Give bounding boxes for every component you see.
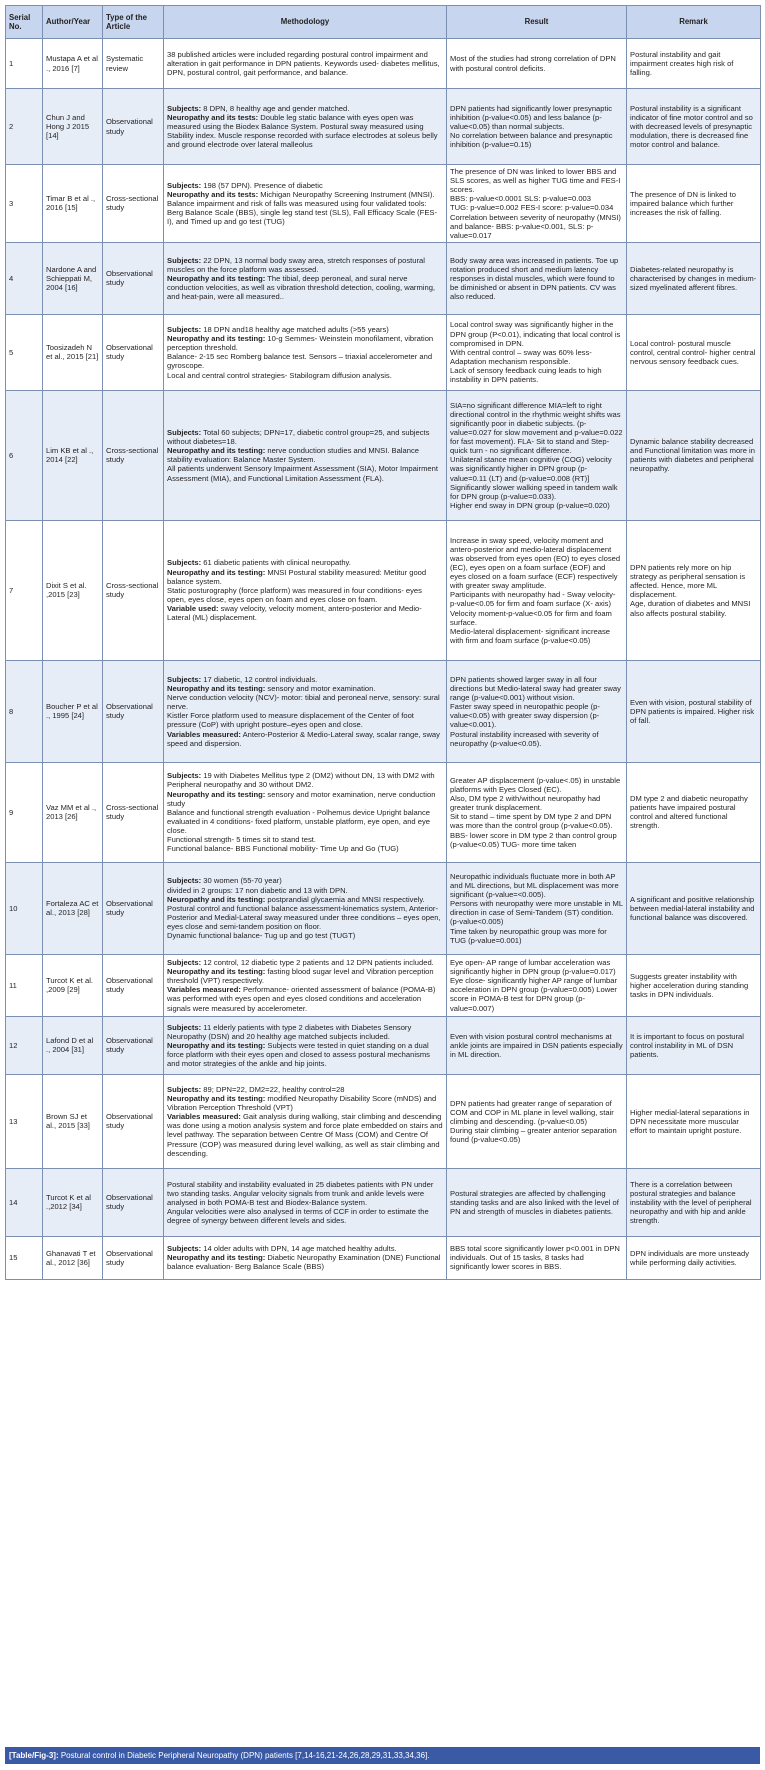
remark-line: Postural instability is a significant indicator of fine motor control and so with decreased levels of presynaptic modulation, there is decreased fine motor control and balance. — [630, 103, 753, 150]
remark-line: Dynamic balance stability decreased and Functional limitation was more in patients with diabetes and peripheral neuropathy. — [630, 437, 755, 474]
methodology-key: Subjects: — [167, 103, 202, 113]
type-cell: Observational study — [103, 1074, 164, 1168]
methodology-line — [167, 586, 443, 604]
methodology-text: Total 60 subjects; DPN=17, diabetic control group=25, and subjects without diabetes=18. — [167, 428, 430, 447]
result-line: With central control – sway was 60% less- Adaptation mechanism responsible. — [450, 347, 592, 366]
table-row — [6, 660, 761, 762]
methodology-line — [167, 675, 443, 684]
result-line: Local control sway was significantly higher in the DPN group (P<0.01), indicating that local control is compromised in DPN. — [450, 320, 621, 348]
methodology-line — [167, 693, 443, 711]
methodology-line — [167, 1244, 443, 1253]
remark-cell — [627, 1016, 761, 1074]
methodology-text: sensory and motor examination. — [265, 684, 376, 694]
methodology-key: Neuropathy and its testing: — [167, 684, 266, 694]
serial-cell: 15 — [6, 1236, 43, 1279]
serial-cell: 2 — [6, 89, 43, 165]
methodology-line — [167, 50, 443, 77]
methodology-text: MNSI Postural stability measured: Metitur good balance system. — [167, 567, 427, 586]
remark-line: Postural instability and gait impairment creates high risk of falling. — [630, 49, 734, 78]
remark-cell — [627, 762, 761, 862]
result-line: BBS: p-value<0.0001 SLS: p-value=0.003 — [450, 194, 592, 204]
methodology-key: Subjects: — [167, 180, 202, 190]
methodology-key: Neuropathy and its testing: — [167, 967, 266, 977]
methodology-cell — [164, 954, 447, 1016]
methodology-line — [167, 113, 443, 149]
table-row — [6, 165, 761, 243]
methodology-text: sensory and motor examination, nerve conduction study — [167, 789, 436, 808]
methodology-line — [167, 1207, 443, 1225]
header-serial: Serial No. — [6, 6, 43, 39]
remark-line: Local control- postural muscle control, central control- higher central nervous sensory feedback cues. — [630, 338, 756, 366]
methodology-key: Neuropathy and its testing: — [167, 1040, 266, 1050]
remark-cell — [627, 165, 761, 243]
methodology-text: 198 (57 DPN). Presence of diabetic — [201, 180, 323, 190]
type-cell: Observational study — [103, 862, 164, 954]
result-cell — [447, 954, 627, 1016]
remark-cell — [627, 314, 761, 390]
methodology-text: Michigan Neuropathy Screening Instrument (MNSI). — [258, 189, 435, 199]
type-cell: Observational study — [103, 660, 164, 762]
methodology-text: 19 with Diabetes Mellitus type 2 (DM2) without DN, 13 with DM2 with Peripheral neuropathy and 30 without DM2. — [167, 771, 435, 790]
methodology-cell — [164, 1074, 447, 1168]
methodology-text: Postural stability and instability evaluated in 25 diabetes patients with PN under two standing tasks. Angular velocity signals from trunk and ankle levels were analysed in both POMA-B test and Biodex-Balance system. — [167, 1179, 434, 1207]
methodology-text: Balance- 2-15 sec Romberg balance test. Sensors – triaxial accelerometer and gyroscope. — [167, 352, 433, 371]
methodology-line — [167, 181, 443, 190]
remark-line: DM type 2 and diabetic neuropathy patients have impaired postural control and altered functional strength. — [630, 794, 748, 831]
methodology-text: Gait analysis during walking, stair climbing and descending was done using a motion analysis system and force plate embedded on stairs and level pathway. The separation between Centre Of Mass (COM) and Centre Of Pressure (COP) was measured during level walking, as well as stair climbing and descending. — [167, 1112, 443, 1158]
type-cell: Observational study — [103, 1016, 164, 1074]
methodology-text: Nerve conduction velocity (NCV)- motor: tibial and peroneal nerve, sensory: sural nerve. — [167, 693, 440, 712]
remark-cell — [627, 242, 761, 314]
result-line: Participants with neuropathy had - Sway velocity- p-value<0.05 for firm and foam surface (X- axis) Velocity moment-p-value<0.05 for firm and foam surface. — [450, 590, 616, 627]
methodology-cell — [164, 520, 447, 660]
result-cell — [447, 314, 627, 390]
header-author: Author/Year — [43, 6, 103, 39]
table-row — [6, 314, 761, 390]
methodology-line — [167, 371, 443, 380]
result-cell — [447, 660, 627, 762]
methodology-text: nerve conduction studies and MNSI. Balance stability evaluation: Balance Master System. — [167, 446, 419, 465]
remark-cell — [627, 1236, 761, 1279]
remark-line: Even with vision, postural stability of DPN patients is impaired. Higher risk of fall. — [630, 697, 755, 725]
methodology-cell — [164, 314, 447, 390]
result-line: Increase in sway speed, velocity moment and antero-posterior and medio-lateral displacement was observed from eyes open (EO) to eyes closed (EC), eyes open on a foam surface (EOF) and eyes closed on a foam surface (ECF) respectively with greater sway amplitude. — [450, 535, 621, 591]
methodology-text: Postural control and functional balance assessment-kinematics system, Anterior-Posterior and Medial-Lateral sway measured under three conditions – eyes open, eyes close and semi-tandem position on floor. — [167, 903, 441, 932]
serial-cell: 13 — [6, 1074, 43, 1168]
result-line: Body sway area was increased in patients. Toe up rotation produced short and medium latency responses in distal muscles, which were found to be diminished or absent in DPN patients. CV was also reduced. — [450, 255, 619, 302]
serial-cell: 4 — [6, 242, 43, 314]
methodology-text: modified Neuropathy Disability Score (mNDS) and Vibration Perception Threshold (VPT) — [167, 1094, 437, 1113]
methodology-line — [167, 967, 443, 985]
remark-line: Age, duration of diabetes and MNSI also affects postural stability. — [630, 599, 751, 618]
methodology-line — [167, 958, 443, 967]
author-cell: Lim KB et al ., 2014 [22] — [43, 390, 103, 520]
type-cell: Observational study — [103, 1168, 164, 1236]
result-cell — [447, 39, 627, 89]
methodology-text: postprandial glycaemia and MNSI respectively. — [265, 894, 425, 904]
result-line: DPN patients had greater range of separation of COM and COP in ML plane in level walking, stair climbing and descending. (p-value<0.05) — [450, 1098, 614, 1126]
result-line: Postural instability increased with severity of neuropathy (p-value<0.05). — [450, 729, 599, 748]
methodology-key: Neuropathy and its tests: — [167, 112, 259, 122]
remark-cell — [627, 89, 761, 165]
result-cell — [447, 242, 627, 314]
methodology-text: Kistler Force platform used to measure displacement of the Center of foot pressure (CoP) with upright posture–eyes open and close. — [167, 711, 414, 730]
methodology-key: Variables measured: — [167, 1112, 241, 1122]
table-figure — [5, 5, 760, 1747]
result-line: Neuropathic individuals fluctuate more in both AP and ML directions, but ML displacement was more significant (p-value=<0.005). — [450, 871, 619, 900]
methodology-text: 61 diabetic patients with clinical neuropathy. — [201, 558, 351, 568]
result-cell — [447, 762, 627, 862]
methodology-line — [167, 771, 443, 789]
methodology-line — [167, 895, 443, 904]
result-line: TUG: p-value=0.002 FES-I score: p-value=0.034 Correlation between severity of neuropathy (MNSI) and balance- BBS: p-value<0.001, SLS: p-value=0.017 — [450, 203, 621, 240]
remark-line: A significant and positive relationship between medial-lateral instability and functional balance was discovered. — [630, 894, 755, 922]
methodology-text: Static posturography (force platform) was measured in four conditions- eyes open, eyes close, eyes open on foam and eyes close on foam. — [167, 585, 422, 604]
type-cell: Systematic review — [103, 39, 164, 89]
methodology-key: Neuropathy and its testing: — [167, 1094, 266, 1104]
methodology-cell — [164, 660, 447, 762]
header-result: Result — [447, 6, 627, 39]
result-line: Lack of sensory feedback cuing leads to high instability in DPN patients. — [450, 366, 602, 385]
methodology-line — [167, 730, 443, 748]
result-line: Time taken by neuropathic group was more for TUG (p-value=0.001) — [450, 926, 607, 945]
result-line: Even with vision postural control mechanisms at ankle joints are impaired in DSN patients especially in ML direction. — [450, 1031, 623, 1059]
result-line: Higher end sway in DPN group (p-value=0.020) — [450, 500, 610, 510]
methodology-line — [167, 464, 443, 482]
remark-line: Suggests greater instability with higher acceleration during standing tasks in DPN individuals. — [630, 971, 749, 999]
result-line: (p-value<0.005) — [450, 917, 504, 927]
result-cell — [447, 1236, 627, 1279]
result-cell — [447, 1074, 627, 1168]
result-line: Postural strategies are affected by challenging standing tasks and are also linked with the level of PN and strength of muscles in diabetes patients. — [450, 1188, 619, 1216]
table-row — [6, 762, 761, 862]
methodology-line — [167, 334, 443, 352]
remark-cell — [627, 520, 761, 660]
table-row — [6, 520, 761, 660]
methodology-key: Subjects: — [167, 674, 202, 684]
methodology-cell — [164, 762, 447, 862]
methodology-text: 38 published articles were included regarding postural control impairment and alteration in gait performance in DPN patients. Keywords used- diabetes mellitus, DPN, postural control, gait performance, and balance. — [167, 49, 440, 78]
result-line: During stair climbing – greater anterior separation found (p-value<0.05) — [450, 1125, 617, 1145]
methodology-line — [167, 1253, 443, 1271]
methodology-text: Balance and functional strength evaluation - Polhemus device Upright balance evaluated in 4 conditions- fixed platform, unstable platform, eye open, and eye close. — [167, 807, 430, 836]
methodology-text: 8 DPN, 8 healthy age and gender matched. — [201, 103, 350, 113]
methodology-key: Subjects: — [167, 876, 202, 886]
methodology-text: fasting blood sugar level and Vibration perception threshold (VPT) respectively. — [167, 967, 434, 986]
serial-cell: 14 — [6, 1168, 43, 1236]
remark-line: There is a correlation between postural strategies and balance instability with the level of peripheral neuropathy and with hip and ankle strength. — [630, 1179, 752, 1226]
result-cell — [447, 165, 627, 243]
methodology-key: Subjects: — [167, 255, 202, 265]
author-cell: Dixit S et al. ,2015 [23] — [43, 520, 103, 660]
table-row — [6, 390, 761, 520]
methodology-line — [167, 844, 443, 853]
type-cell: Cross-sectional study — [103, 762, 164, 862]
methodology-text: Diabetic Neuropathy Examination (DNE) Functional balance evaluation- Berg Balance Scale (BBS) — [167, 1253, 441, 1272]
result-line: Persons with neuropathy were more unstable in ML direction in case of Semi-Tandem (ST) condition. — [450, 899, 623, 918]
methodology-text: 17 diabetic, 12 control individuals. — [201, 674, 318, 684]
author-cell: Vaz MM et al ., 2013 [26] — [43, 762, 103, 862]
methodology-cell — [164, 862, 447, 954]
table-body — [6, 39, 761, 1280]
author-cell: Fortaleza AC et al., 2013 [28] — [43, 862, 103, 954]
methodology-key: Subjects: — [167, 771, 202, 781]
type-cell: Observational study — [103, 242, 164, 314]
methodology-key: Neuropathy and its testing: — [167, 894, 266, 904]
methodology-text: 12 control, 12 diabetic type 2 patients and 12 DPN patients included. — [201, 958, 434, 968]
caption-label: [Table/Fig-3]: — [9, 1751, 59, 1760]
methodology-text: 22 DPN, 13 normal body sway area, stretch responses of postural muscles on the force platform was assessed. — [167, 255, 425, 274]
result-cell — [447, 862, 627, 954]
remark-line: Higher medial-lateral separations in DPN necessitate more muscular effort to maintain upright posture. — [630, 1107, 750, 1135]
remark-cell — [627, 1074, 761, 1168]
methodology-key: Variable used: — [167, 604, 219, 614]
author-cell: Lafond D et al ., 2004 [31] — [43, 1016, 103, 1074]
result-cell — [447, 520, 627, 660]
remark-cell — [627, 39, 761, 89]
methodology-line — [167, 256, 443, 274]
serial-cell: 10 — [6, 862, 43, 954]
methodology-line — [167, 446, 443, 464]
author-cell: Toosizadeh N et al., 2015 [21] — [43, 314, 103, 390]
result-line: No correlation between balance and presynaptic inhibition (p-value=0.15) — [450, 131, 613, 150]
methodology-line — [167, 1112, 443, 1158]
methodology-key: Neuropathy and its testing: — [167, 1253, 266, 1263]
caption-text: Postural control in Diabetic Peripheral Neuropathy (DPN) patients [7,14-16,21-24,26,28,29,31,33,34,36]. — [58, 1751, 430, 1760]
methodology-key: Subjects: — [167, 958, 202, 968]
methodology-key: Subjects: — [167, 1022, 202, 1032]
methodology-key: Neuropathy and its testing: — [167, 446, 266, 456]
remark-line: DPN patients rely more on hip strategy as peripheral sensation is affected. Hence, more ML displacement. — [630, 563, 746, 600]
remark-cell — [627, 954, 761, 1016]
result-cell — [447, 1168, 627, 1236]
methodology-cell — [164, 1168, 447, 1236]
header-methodology: Methodology — [164, 6, 447, 39]
header-row — [6, 6, 761, 39]
author-cell: Chun J and Hong J 2015 [14] — [43, 89, 103, 165]
result-line: Eye open- AP range of lumbar acceleration was significantly higher in DPN group (p-value=0.017) Eye close- significantly higher AP range of lumbar acceleration in DPN group (p-value=0.005) Lower score in POMA-B test for DPN group (p-value=0.007) — [450, 958, 618, 1013]
type-cell: Observational study — [103, 314, 164, 390]
result-line: DPN patients showed larger sway in all four directions but Medio-lateral sway had greater sway range (p-value<0.001) without vision. — [450, 674, 621, 703]
methodology-text: 18 DPN and18 healthy age matched adults (>55 years) — [201, 325, 389, 335]
methodology-line — [167, 199, 443, 226]
methodology-key: Variables measured: — [167, 985, 241, 995]
methodology-text: Balance impairment and risk of falls was measured using four validated tools: Berg Balance Scale (BBS), single leg stand test (SLS), Fall Efficacy Scale (FES-I), and Timed up and go test (TUG) — [167, 198, 437, 227]
result-line: BBS- lower score in DM type 2 than control group (p-value<0.05) TUG- more time taken — [450, 830, 617, 849]
serial-cell: 3 — [6, 165, 43, 243]
methodology-key: Neuropathy and its testing: — [167, 334, 266, 344]
methodology-cell — [164, 242, 447, 314]
header-remark: Remark — [627, 6, 761, 39]
remark-cell — [627, 660, 761, 762]
result-line: Faster sway speed in neuropathic people (p-value<0.05) with greater sway dispersion (p-value<0.001). — [450, 702, 600, 730]
methodology-line — [167, 428, 443, 446]
methodology-line — [167, 190, 443, 199]
type-cell: Observational study — [103, 89, 164, 165]
methodology-line — [167, 604, 443, 622]
author-cell: Turcot K et al .,2012 [34] — [43, 1168, 103, 1236]
methodology-text: The tibial, deep peroneal, and sural nerve conduction velocities, as well as vibration threshold detection, cooling, warming, and heat-pain, were all measured.. — [167, 273, 436, 302]
methodology-cell — [164, 165, 447, 243]
table-row — [6, 1074, 761, 1168]
author-cell: Timar B et al ., 2016 [15] — [43, 165, 103, 243]
remark-line: Diabetes-related neuropathy is characterised by changes in medium- sized myelinated afferent fibres. — [630, 264, 757, 292]
result-line: SIA=no significant difference MIA=left to right directional control in the rhythmic weight shifts was significantly poor in diabetic subjects. (p-value=0.027 for slow movement and p-value=0.022 for fast movement). FLA- Sit to stand and Step-quick turn - no significant difference. — [450, 400, 623, 456]
type-cell: Cross-sectional study — [103, 165, 164, 243]
table-row — [6, 1016, 761, 1074]
table-caption — [5, 1747, 760, 1764]
methodology-line — [167, 808, 443, 835]
table-row — [6, 862, 761, 954]
remark-line: The presence of DN is linked to impaired balance which further increases the risk of falling. — [630, 189, 736, 217]
result-line: Greater AP displacement (p-value<.05) in unstable platforms with Eyes Closed (EC). — [450, 775, 621, 795]
methodology-text: Antero-Posterior & Medio-Lateral sway, scalar range, sway speed and dispersion. — [167, 729, 440, 748]
result-cell — [447, 390, 627, 520]
serial-cell: 1 — [6, 39, 43, 89]
table-row — [6, 1236, 761, 1279]
type-cell: Observational study — [103, 954, 164, 1016]
methodology-text: 10-g Semmes- Weinstein monofilament, vibration perception threshold. — [167, 334, 434, 353]
serial-cell: 8 — [6, 660, 43, 762]
postural-control-table — [5, 5, 761, 1280]
table-row — [6, 89, 761, 165]
methodology-text: divided in 2 groups: 17 non diabetic and 13 with DPN. — [167, 885, 348, 895]
result-cell — [447, 89, 627, 165]
remark-cell — [627, 390, 761, 520]
methodology-line — [167, 790, 443, 808]
author-cell: Boucher P et al ., 1995 [24] — [43, 660, 103, 762]
methodology-text: 89; DPN=22, DM2=22, healthy control=28 — [201, 1084, 345, 1094]
methodology-line — [167, 1023, 443, 1041]
methodology-line — [167, 985, 443, 1012]
serial-cell: 7 — [6, 520, 43, 660]
serial-cell: 11 — [6, 954, 43, 1016]
author-cell: Turcot K et al. ,2009 [29] — [43, 954, 103, 1016]
serial-cell: 6 — [6, 390, 43, 520]
methodology-text: 11 elderly patients with type 2 diabetes with Diabetes Sensory Neuropathy (DSN) and 20 healthy age matched subjects included. — [167, 1022, 412, 1041]
remark-line: DPN individuals are more unsteady while performing daily activities. — [630, 1248, 750, 1267]
methodology-line — [167, 558, 443, 567]
result-cell — [447, 1016, 627, 1074]
remark-line: It is important to focus on postural control instability in ML of DSN patients. — [630, 1031, 744, 1059]
methodology-cell — [164, 1016, 447, 1074]
type-cell: Observational study — [103, 1236, 164, 1279]
methodology-key: Neuropathy and its tests: — [167, 189, 259, 199]
methodology-text: Functional balance- BBS Functional mobility- Time Up and Go (TUG) — [167, 844, 399, 854]
methodology-line — [167, 104, 443, 113]
methodology-key: Variables measured: — [167, 729, 241, 739]
result-line: Medio-lateral displacement- significant increase with firm and foam surface (p-value<0.05) — [450, 626, 610, 645]
serial-cell: 12 — [6, 1016, 43, 1074]
methodology-key: Neuropathy and its testing: — [167, 789, 266, 799]
methodology-text: 14 older adults with DPN, 14 age matched healthy adults. — [201, 1244, 397, 1254]
methodology-line — [167, 684, 443, 693]
methodology-line — [167, 1180, 443, 1207]
serial-cell: 5 — [6, 314, 43, 390]
methodology-line — [167, 352, 443, 370]
methodology-line — [167, 835, 443, 844]
result-line: Unilateral stance mean cognitive (COG) velocity was significantly higher in DPN group (p-value=0.11 (LT) and (p-value=0.008 (RT)] Significantly slower walking speed in tandem walk for DPN group (p-value=0.033). — [450, 455, 618, 501]
methodology-line — [167, 1041, 443, 1068]
methodology-line — [167, 274, 443, 301]
methodology-line — [167, 1094, 443, 1112]
methodology-key: Subjects: — [167, 1084, 202, 1094]
methodology-line — [167, 931, 443, 940]
methodology-cell — [164, 1236, 447, 1279]
remark-cell — [627, 862, 761, 954]
result-line: Sit to stand – time spent by DM type 2 and DPN was more than the control group (p-value<0.05). — [450, 812, 613, 831]
result-line: Also, DM type 2 with/without neuropathy had greater trunk displacement. — [450, 794, 601, 813]
methodology-text: Performance- oriented assessment of balance (POMA-B) was performed with eyes open and eyes closed conditions and acceleration signals were measured by accelerometer. — [167, 985, 436, 1013]
type-cell: Cross-sectional study — [103, 520, 164, 660]
methodology-line — [167, 886, 443, 895]
table-row — [6, 1168, 761, 1236]
methodology-text: Subjects were tested in quiet standing on a dual force platform with their eyes open and closed to assess postural mechanisms and motor strategies of the ankle and hip joints. — [167, 1040, 430, 1069]
methodology-key: Subjects: — [167, 1244, 202, 1254]
methodology-line — [167, 904, 443, 931]
header-type: Type of the Article — [103, 6, 164, 39]
methodology-key: Subjects: — [167, 558, 202, 568]
methodology-text: sway velocity, velocity moment, antero-posterior and Medio-Lateral (ML) displacement. — [167, 604, 422, 623]
methodology-key: Neuropathy and its testing: — [167, 567, 266, 577]
type-cell: Cross-sectional study — [103, 390, 164, 520]
result-line: BBS total score significantly lower p<0.001 in DPN individuals. Out of 15 tasks, 8 tasks had significantly lower scores in BBS. — [450, 1244, 620, 1272]
methodology-key: Subjects: — [167, 325, 202, 335]
methodology-key: Neuropathy and its testing: — [167, 273, 266, 283]
table-row — [6, 39, 761, 89]
methodology-text: Dynamic functional balance- Tug up and go test (TUGT) — [167, 931, 356, 941]
result-line: Most of the studies had strong correlation of DPN with postural control deficits. — [450, 54, 616, 73]
methodology-text: Double leg static balance with eyes open was measured using the Biodex Balance System. Postural sway measured using Stability index. Muscle response recorded with surface electrodes at soleus belly and ground electrode over lateral malleolus — [167, 112, 438, 150]
methodology-text: 30 women (55-70 year) — [201, 876, 282, 886]
author-cell: Ghanavati T et al., 2012 [36] — [43, 1236, 103, 1279]
methodology-cell — [164, 390, 447, 520]
table-row — [6, 954, 761, 1016]
methodology-line — [167, 325, 443, 334]
methodology-line — [167, 711, 443, 729]
result-line: DPN patients had significantly lower presynaptic inhibition (p-value<0.05) and less balance (p-value<0.05) than normal subjects. — [450, 103, 613, 131]
author-cell: Nardone A and Schieppati M, 2004 [16] — [43, 242, 103, 314]
table-row — [6, 242, 761, 314]
methodology-key: Subjects: — [167, 428, 202, 438]
remark-cell — [627, 1168, 761, 1236]
methodology-text: All patients underwent Sensory Impairment Assessment (SIA), Motor Impairment Assessment (MIA), and Functional Limitation Assessment (FLA). — [167, 464, 438, 483]
author-cell: Mustapa A et al ., 2016 [7] — [43, 39, 103, 89]
methodology-line — [167, 568, 443, 586]
serial-cell: 9 — [6, 762, 43, 862]
methodology-text: Angular velocities were also analysed in terms of CCF in order to estimate the degree of synergy between different levels and sides. — [167, 1206, 429, 1226]
result-line: The presence of DN was linked to lower BBS and SLS scores, as well as higher TUG time and FES-I scores. — [450, 167, 621, 195]
author-cell: Brown SJ et al., 2015 [33] — [43, 1074, 103, 1168]
methodology-line — [167, 876, 443, 885]
methodology-text: Functional strength- 5 times sit to stand test. — [167, 835, 316, 845]
methodology-line — [167, 1085, 443, 1094]
methodology-cell — [164, 89, 447, 165]
methodology-text: Local and central control strategies- Stabilogram diffusion analysis. — [167, 370, 392, 380]
methodology-cell — [164, 39, 447, 89]
